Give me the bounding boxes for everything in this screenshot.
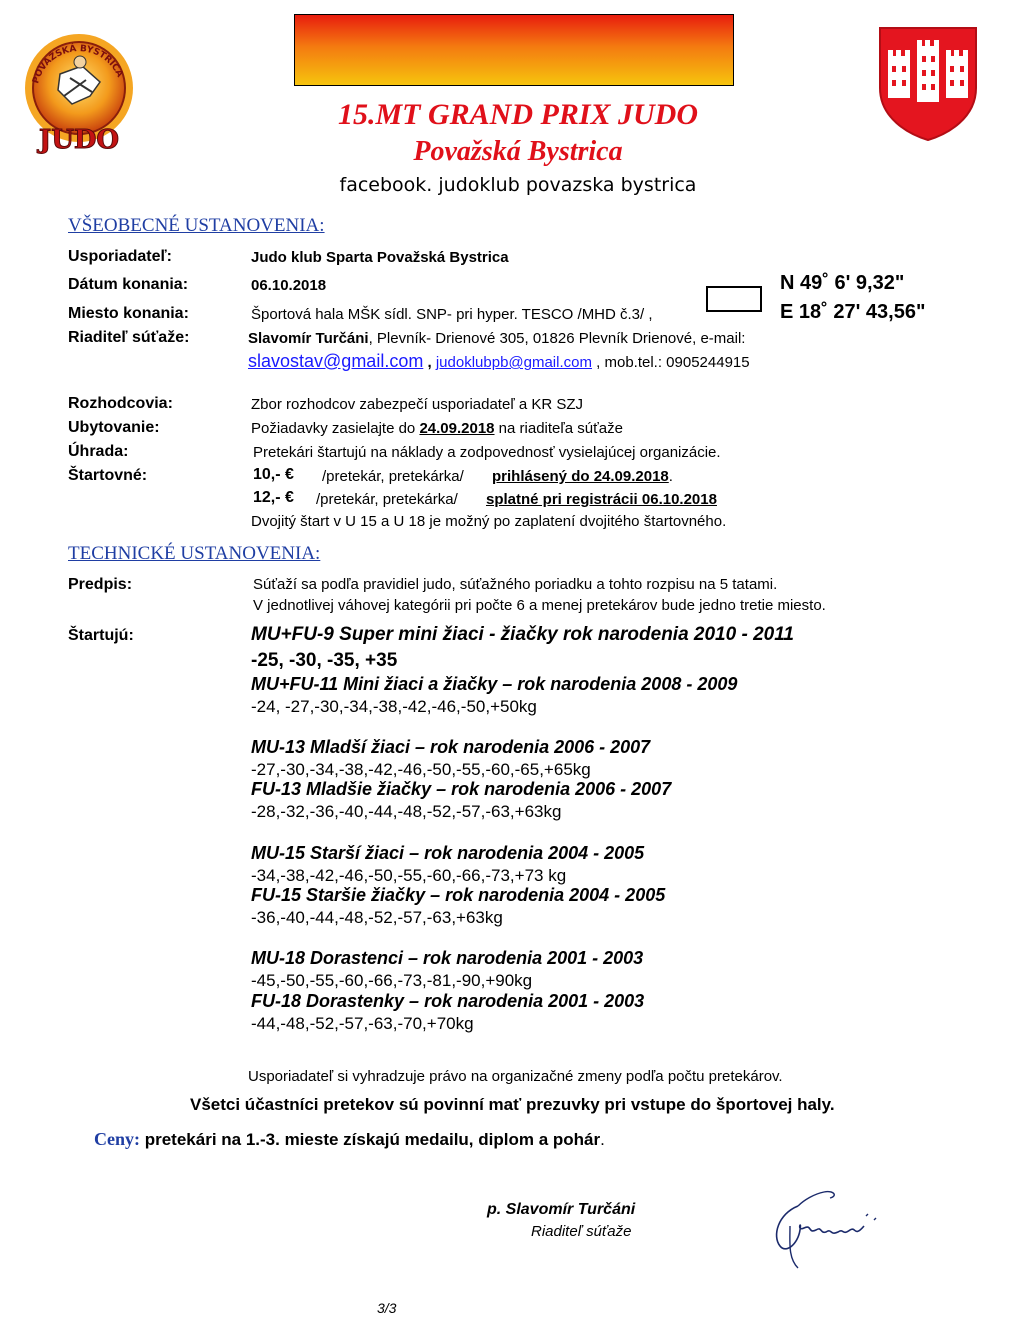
date-value: 06.10.2018: [251, 277, 327, 294]
fee-label: Štartovné:: [68, 467, 148, 484]
fee1-note: prihlásený do 24.09.2018: [492, 468, 669, 485]
prizes-line: [94, 1129, 605, 1150]
accommodation-label: Ubytovanie:: [68, 419, 160, 436]
coordinate-east: E 18˚ 27' 43,56": [780, 301, 926, 323]
page-title: 15.MT GRAND PRIX JUDO: [337, 98, 699, 131]
category-weights: -24, -27,-30,-34,-38,-42,-46,-50,+50kg: [251, 697, 537, 716]
category-weights: -34,-38,-42,-46,-50,-55,-60,-66,-73,+73 kg: [251, 866, 567, 885]
director-line: [248, 330, 745, 347]
accommodation-date: 24.09.2018: [419, 420, 495, 437]
category-name: FU-15 Staršie žiačky – rok narodenia 2004 - 2005: [251, 885, 666, 905]
section-heading-general: VŠEOBECNÉ USTANOVENIA:: [68, 215, 325, 236]
category-weights: -25, -30, -35, +35: [251, 650, 398, 671]
payment-value: Pretekári štartujú na náklady a zodpovednosť vysielajúcej organizácie.: [253, 444, 721, 461]
coat-of-arms: [878, 26, 978, 142]
category-weights: -28,-32,-36,-40,-44,-48,-52,-57,-63,+63kg: [251, 802, 562, 821]
logo-arc-text: POVAŽSKÁ BYSTRICA: [31, 44, 125, 85]
signer-role: Riaditeľ súťaže: [531, 1223, 632, 1240]
director-address: , Plevník- Drienové 305, 01826 Plevník Drienové, e-mail:: [368, 330, 746, 347]
indoor-shoes-note: Všetci účastníci pretekov sú povinní mať prezuvky pri vstupe do športovej haly.: [190, 1095, 835, 1114]
page-subtitle: Považská Bystrica: [413, 136, 623, 167]
club-logo: [20, 26, 138, 154]
accommodation-post: na riaditeľa súťaže: [494, 420, 623, 437]
organizer-label: Usporiadateľ:: [68, 248, 172, 265]
director-name: Slavomír Turčáni: [248, 330, 369, 347]
email-separator: ,: [423, 354, 436, 371]
start-label: Štartujú:: [68, 627, 134, 644]
accommodation-value: [251, 420, 623, 437]
fee2-who: /pretekár, pretekárka/: [316, 491, 458, 508]
coordinate-north: N 49˚ 6' 9,32": [780, 272, 905, 294]
email-link-1[interactable]: slavostav@gmail.com: [248, 351, 424, 371]
fee1-amount: 10,- €: [253, 466, 294, 483]
category-name: FU-18 Dorastenky – rok narodenia 2001 - 2003: [251, 991, 645, 1011]
director-label: Riaditeľ súťaže:: [68, 329, 190, 346]
email-link-2[interactable]: judoklubpb@gmail.com: [435, 354, 592, 371]
prizes-dot: .: [600, 1130, 605, 1149]
category-name: MU-13 Mladší žiaci – rok narodenia 2006 - 2007: [251, 737, 651, 757]
signer-name: p. Slavomír Turčáni: [487, 1201, 636, 1218]
fee1-note-line: [492, 468, 673, 485]
category-name: MU+FU-9 Super mini žiaci - žiačky rok narodenia 2010 - 2011: [251, 624, 794, 645]
place-label: Miesto konania:: [68, 305, 189, 322]
prizes-label: Ceny:: [94, 1129, 140, 1149]
logo-word: JUDO: [38, 125, 120, 154]
category-name: FU-13 Mladšie žiačky – rok narodenia 2006 - 2007: [251, 779, 672, 799]
referees-value: Zbor rozhodcov zabezpečí usporiadateľ a KR SZJ: [251, 396, 584, 413]
category-name: MU-18 Dorastenci – rok narodenia 2001 - 2003: [251, 948, 644, 968]
section-heading-technical: TECHNICKÉ USTANOVENIA:: [68, 543, 321, 564]
rules-line-1: Súťaží sa podľa pravidiel judo, súťažného poriadku a tohto rozpisu na 5 tatami.: [253, 576, 778, 593]
date-label: Dátum konania:: [68, 276, 189, 293]
category-weights: -44,-48,-52,-57,-63,-70,+70kg: [251, 1014, 474, 1033]
fee1-dot: .: [668, 468, 673, 485]
fee2-note: splatné pri registrácii 06.10.2018: [486, 491, 717, 508]
category-weights: -45,-50,-55,-60,-66,-73,-81,-90,+90kg: [251, 971, 533, 990]
double-start-note: Dvojitý štart v U 15 a U 18 je možný po zaplatení dvojitého štartovného.: [251, 513, 727, 530]
handwritten-signature: [768, 1186, 888, 1272]
contact-line: [248, 351, 750, 372]
page-number: 3/3: [377, 1300, 397, 1316]
facebook-line: facebook. judoklub povazska bystrica: [339, 174, 697, 196]
rules-line-2: V jednotlivej váhovej kategórii pri počte 6 a menej pretekárov bude jedno tretie miesto.: [253, 597, 826, 614]
payment-label: Úhrada:: [68, 443, 129, 460]
referees-label: Rozhodcovia:: [68, 395, 173, 412]
fee2-amount: 12,- €: [253, 489, 294, 506]
organizer-value: Judo klub Sparta Považská Bystrica: [251, 249, 509, 266]
map-box: [706, 286, 762, 312]
category-weights: -36,-40,-44,-48,-52,-57,-63,+63kg: [251, 908, 503, 927]
category-weights: -27,-30,-34,-38,-42,-46,-50,-55,-60,-65,+65kg: [251, 760, 591, 779]
place-value: Športová hala MŠK sídl. SNP- pri hyper. TESCO /MHD č.3/ ,: [251, 306, 653, 323]
category-name: MU+FU-11 Mini žiaci a žiačky – rok narodenia 2008 - 2009: [251, 674, 738, 694]
accommodation-pre: Požiadavky zasielajte do: [251, 420, 420, 437]
rules-label: Predpis:: [68, 576, 133, 593]
fee1-who: /pretekár, pretekárka/: [322, 468, 464, 485]
category-name: MU-15 Starší žiaci – rok narodenia 2004 - 2005: [251, 843, 645, 863]
phone-text: , mob.tel.: 0905244915: [591, 354, 750, 371]
header-banner: [294, 14, 734, 86]
rights-note: Usporiadateľ si vyhradzuje právo na organizačné zmeny podľa počtu pretekárov.: [248, 1068, 783, 1085]
prizes-value: pretekári na 1.-3. mieste získajú medailu, diplom a pohár: [140, 1130, 601, 1149]
